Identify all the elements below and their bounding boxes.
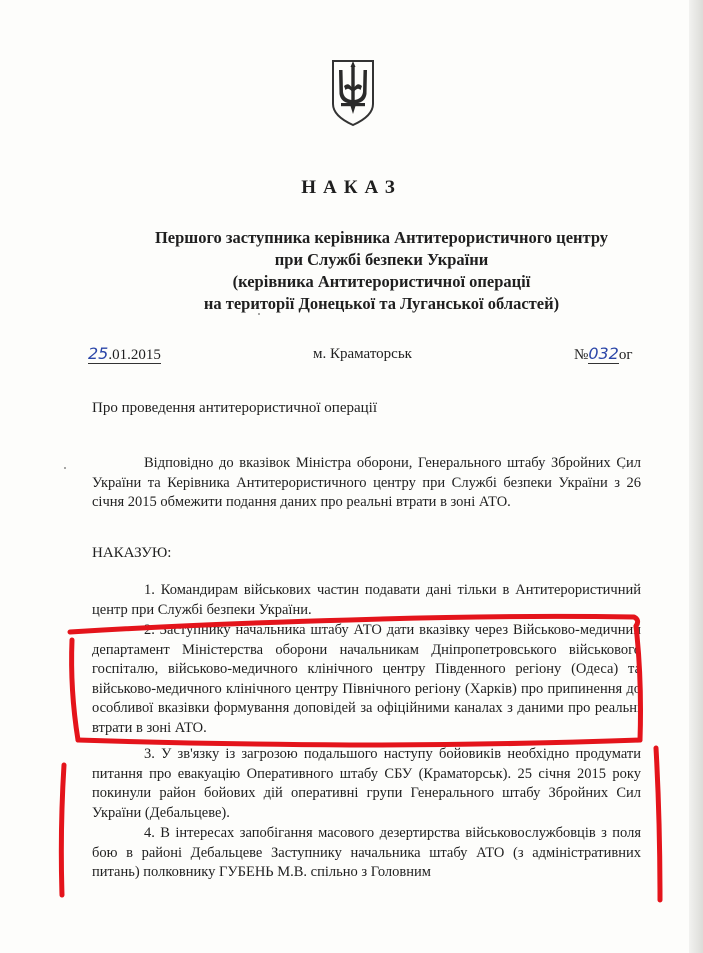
trident-coat-of-arms-icon (330, 58, 376, 128)
document-subject: Про проведення антитерористичної операції (92, 400, 377, 416)
printed-month-year: .01.2015 (108, 347, 161, 363)
number-sign: № (574, 347, 589, 363)
order-item-3: 3. У зв'язку із загрозою подальшого наступу бойовиків необхідно продумати питання про евакуацію Оперативного штабу СБУ (Краматорськ). 25 січня 2015 року покинули район бойових дій оперативні групи Генерального штабу Збройних Сил України (Дебальцеве). (92, 746, 641, 821)
subtitle-line: на території Донецької та Луганської областей) (203, 294, 560, 313)
subtitle-line: при Службі безпеки України (274, 250, 489, 269)
order-item-4: 4. В інтересах запобігання масового дезертирства військовослужбовців з поля бою в районі Дебальцеве Заступнику начальника штабу АТО (з адміністративних питань) полковнику ГУБЕНЬ М.В. спільно з Головним (92, 825, 641, 881)
subtitle-line: (керівника Антитерористичної операції (232, 272, 531, 291)
page-edge (689, 0, 703, 953)
order-item-1: 1. Командирам військових частин подавати дані тільки в Антитерористичний центр при Службі безпеки України. (92, 582, 641, 618)
marker-line-left (61, 765, 64, 895)
document-date (88, 344, 161, 364)
intro-paragraph: Відповідно до вказівок Міністра оборони, Генерального штабу Збройних Сил України та Керівника Антитерористичного центру при Службі безпеки України з 26 січня 2015 обмежити подання даних про реальні втрати в зоні АТО. (92, 455, 641, 511)
handwritten-day: 25 (88, 344, 109, 363)
order-heading: НАКАЗУЮ: (92, 545, 172, 561)
order-item-2: 2. Заступнику начальника штабу АТО дати вказівку через Військово-медичний департамент Міністерства оборони начальникам Дніпропетровського військового госпіталю, військово-медичного клінічного центру Південного регіону (Одеса) та військово-медичного клінічного центру Північного регіону (Харків) про припинення до особливої вказівки формування доповідей за офіційними каналах з даними про реальні втрати в зоні АТО. (92, 622, 641, 736)
marker-box-left (72, 640, 78, 740)
document-subtitle (80, 227, 683, 315)
document-number (574, 344, 633, 364)
subtitle-line: Першого заступника керівника Антитерористичного центру (154, 228, 609, 247)
marker-line-right (656, 748, 660, 900)
number-suffix: ог (618, 347, 633, 363)
document-place: м. Краматорськ (313, 346, 412, 362)
handwritten-number: 032 (588, 344, 619, 363)
scan-speck (64, 467, 66, 469)
document-title: НАКАЗ (301, 177, 402, 198)
